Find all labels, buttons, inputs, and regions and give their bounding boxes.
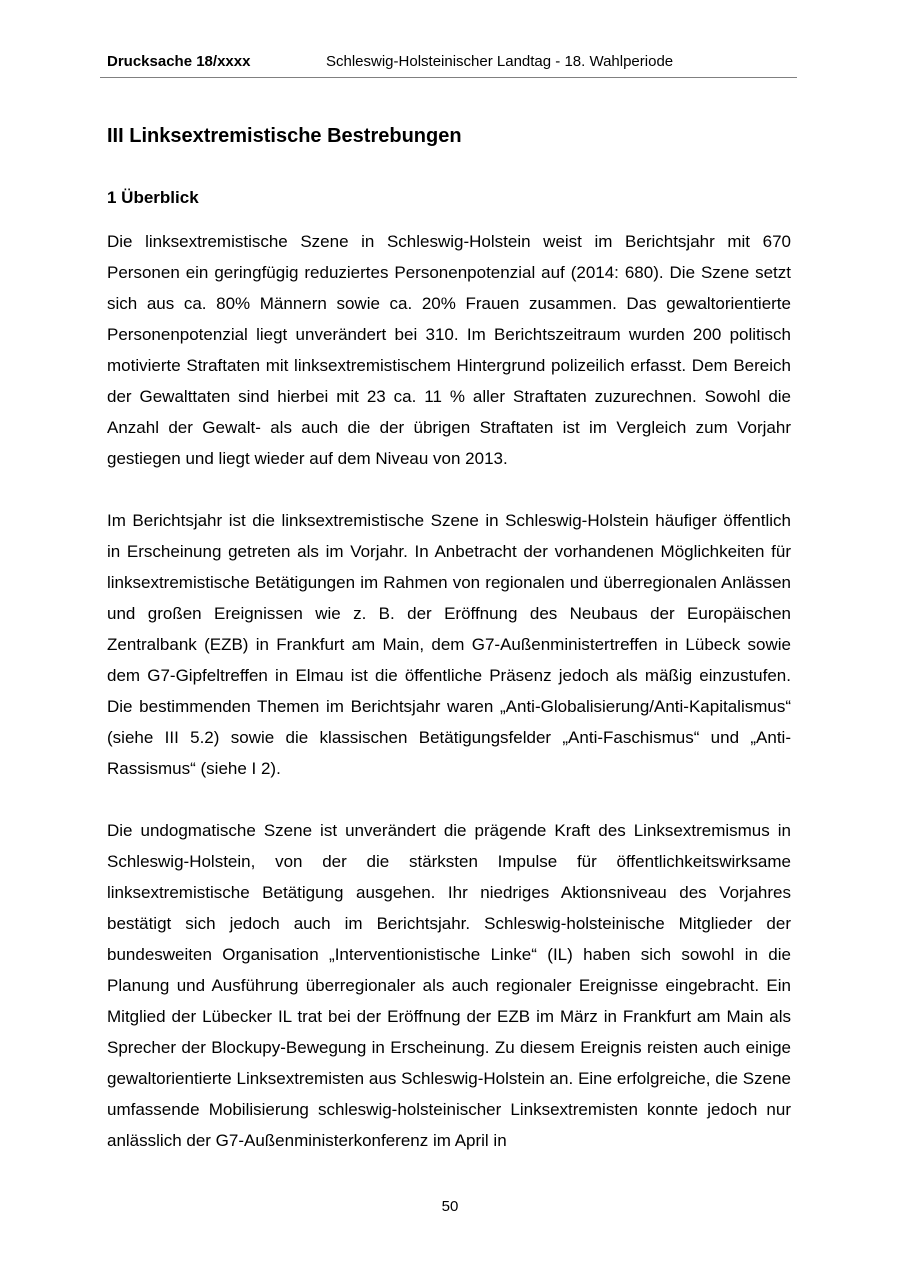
body-text	[107, 226, 791, 1187]
paragraph: Die undogmatische Szene ist unverändert die prägende Kraft des Linksextremismus in Schleswig-Holstein, von der die stärksten Impulse für öffentlichkeitswirksame linksextremistische Betätigung ausgehen. Ihr niedriges Aktionsniveau des Vorjahres bestätigt sich jedoch auch im Berichtsjahr. Schleswig-holsteinische Mitglieder der bundesweiten Organisation „Interventionistische Linke“ (IL) haben sich sowohl in die Planung und Ausführung überregionaler als auch regionaler Ereignisse eingebracht. Ein Mitglied der Lübecker IL trat bei der Eröffnung der EZB im März in Frankfurt am Main als Sprecher der Blockupy-Bewegung in Erscheinung. Zu diesem Ereignis reisten auch einige gewaltorientierte Linksextremisten aus Schleswig-Holstein an. Eine erfolgreiche, die Szene umfassende Mobilisierung schleswig-holsteinischer Linksextremisten konnte jedoch nur anlässlich der G7-Außenministerkonferenz im April in	[107, 821, 791, 1150]
paragraph: Die linksextremistische Szene in Schleswig-Holstein weist im Berichtsjahr mit 670 Personen ein geringfügig reduziertes Personenpotenzial auf (2014: 680). Die Szene setzt sich aus ca. 80% Männern sowie ca. 20% Frauen zusammen. Das gewaltorientierte Personenpotenzial liegt unverändert bei 310. Im Berichtszeitraum wurden 200 politisch motivierte Straftaten mit linksextremistischem Hintergrund polizeilich erfasst. Dem Bereich der Gewalttaten sind hierbei mit 23 ca. 11 % aller Straftaten zuzurechnen. Sowohl die Anzahl der Gewalt- als auch die der übrigen Straftaten ist im Vergleich zum Vorjahr gestiegen und liegt wieder auf dem Niveau von 2013.	[107, 232, 791, 468]
paragraph: Im Berichtsjahr ist die linksextremistische Szene in Schleswig-Holstein häufiger öffentlich in Erscheinung getreten als im Vorjahr. In Anbetracht der vorhandenen Möglichkeiten für linksextremistische Betätigungen im Rahmen von regionalen und überregionalen Anlässen und großen Ereignissen wie z. B. der Eröffnung des Neubaus der Europäischen Zentralbank (EZB) in Frankfurt am Main, dem G7-Außenministertreffen in Lübeck sowie dem G7-Gipfeltreffen in Elmau ist die öffentliche Präsenz jedoch als mäßig einzustufen. Die bestimmenden Themen im Berichtsjahr waren „Anti-Globalisierung/Anti-Kapitalismus“ (siehe III 5.2) sowie die klassischen Betätigungsfelder „Anti-Faschismus“ und „Anti-Rassismus“ (siehe I 2).	[107, 511, 791, 778]
subsection-title: 1 Überblick	[107, 188, 199, 207]
page-number: 50	[441, 1198, 459, 1215]
header-title: Schleswig-Holsteinischer Landtag - 18. Wahlperiode	[326, 53, 674, 70]
page-header	[100, 50, 797, 78]
section-title: III Linksextremistische Bestrebungen	[107, 125, 462, 147]
document-number: Drucksache 18/xxxx	[107, 53, 251, 70]
